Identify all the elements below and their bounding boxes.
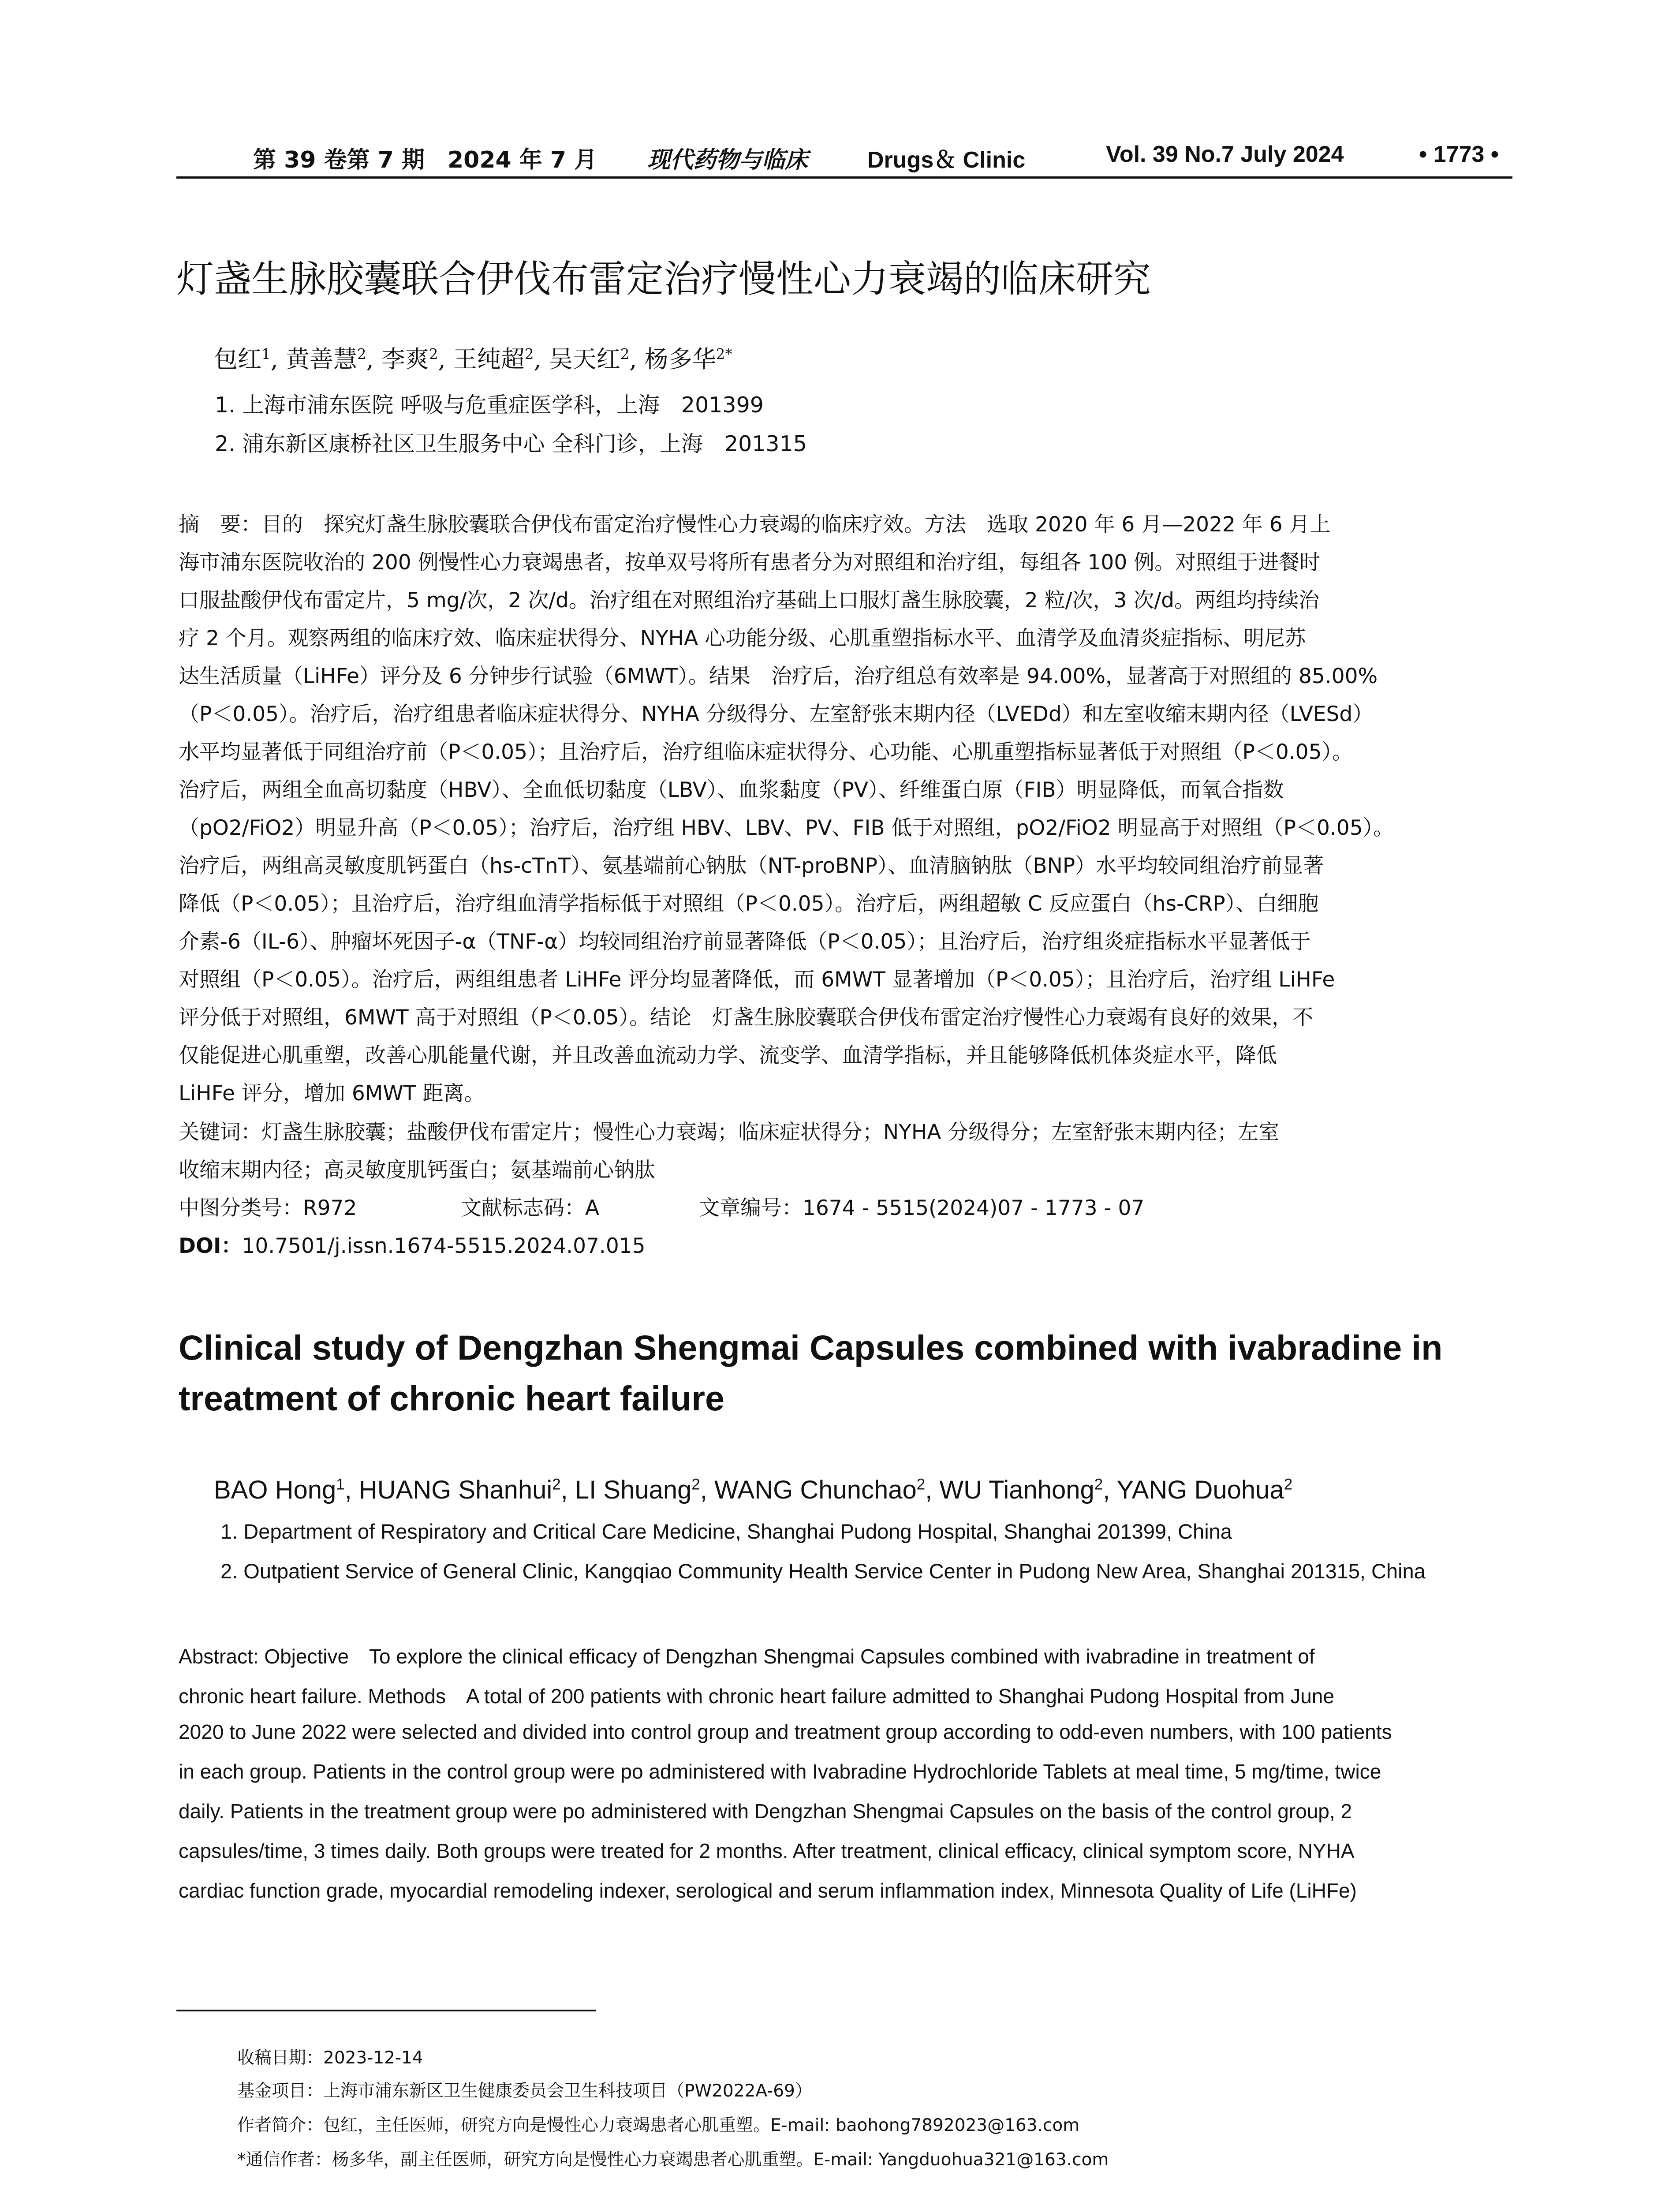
keywords-cn-line: 关键词：灯盏生脉胶囊；盐酸伊伐布雷定片；慢性心力衰竭；临床症状得分；NYHA 分级得分；左室舒张末期内径；左室 — [179, 1120, 1280, 1144]
author-en: WU Tianhong — [939, 1476, 1094, 1504]
abstract-cn-line: 疗 2 个月。观察两组的临床疗效、临床症状得分、NYHA 心功能分级、心肌重塑指标水平、血清学及血清炎症指标、明尼苏 — [179, 626, 1306, 650]
authors-cn: 包红$^1$, 黄善慧$^2$, 李爽$^2$, 王纯超$^2$, 吴天红$^2$, 杨多华$^{2*}$ — [214, 345, 732, 373]
author-affiliation-mark: 1 — [261, 346, 271, 363]
affiliation-cn-2: 2. 浦东新区康桥社区卫生服务中心 全科门诊，上海 201315 — [215, 431, 807, 456]
author-affiliation-mark: 2* — [716, 346, 732, 363]
abstract-cn-line: LiHFe 评分，增加 6MWT 距离。 — [179, 1081, 485, 1106]
footnote-corresponding-author: *通信作者：杨多华，副主任医师，研究方向是慢性心力衰竭患者心肌重塑。E-mail: Yangduohua321@163.com — [237, 2150, 1109, 2170]
article-number: 文章编号：1674 - 5515(2024)07 - 1773 - 07 — [699, 1196, 1145, 1220]
author-affiliation-mark: 2 — [357, 346, 366, 363]
doi-link[interactable]: 10.7501/j.issn.1674-5515.2024.07.015 — [242, 1234, 646, 1258]
affiliation-en-1: 1. Department of Respiratory and Critical Care Medicine, Shanghai Pudong Hospital, Shanghai 201399, China — [220, 1520, 1232, 1543]
abstract-cn-line: 降低（P＜0.05）；且治疗后，治疗组血清学指标低于对照组（P＜0.05）。治疗后，两组超敏 C 反应蛋白（hs-CRP）、白细胞 — [179, 892, 1319, 916]
author-affiliation-mark: 2 — [691, 1476, 700, 1493]
header-page-number: • 1773 • — [1419, 142, 1499, 167]
author-en: WANG Chunchao — [714, 1476, 917, 1504]
footnote-author-bio: 作者简介：包红，主任医师，研究方向是慢性心力衰竭患者心肌重塑。E-mail: baohong7892023@163.com — [237, 2115, 1080, 2135]
author-affiliation-mark: 2 — [620, 346, 630, 363]
clc-number: 中图分类号：R972 — [179, 1196, 357, 1220]
affiliation-cn-1: 1. 上海市浦东医院 呼吸与危重症医学科，上海 201399 — [215, 392, 764, 418]
abstract-cn-line: （pO2/FiO2）明显升高（P＜0.05）；治疗后，治疗组 HBV、LBV、PV、FIB 低于对照组，pO2/FiO2 明显高于对照组（P＜0.05）。 — [179, 816, 1394, 840]
author-affiliation-mark: 2 — [916, 1476, 926, 1493]
authors-en: BAO Hong$^1$, HUANG Shanhui$^2$, LI Shuang$^2$, WANG Chunchao$^2$, WU Tianhong$^2$, YANG Duohua$^2$ — [214, 1476, 1293, 1504]
abstract-cn-line: 摘 要：目的 探究灯盏生脉胶囊联合伊伐布雷定治疗慢性心力衰竭的临床疗效。方法 选取 2020 年 6 月—2022 年 6 月上 — [179, 512, 1331, 537]
abstract-cn-line: 海市浦东医院收治的 200 例慢性心力衰竭患者，按单双号将所有患者分为对照组和治疗组，每组各 100 例。对照组于进餐时 — [179, 550, 1321, 575]
author-cn: 杨多华 — [644, 345, 716, 373]
header-issue-en: Vol. 39 No.7 July 2024 — [1106, 142, 1344, 167]
author-en: HUANG Shanhui — [358, 1476, 553, 1504]
author-affiliation-mark: 2 — [1284, 1476, 1293, 1493]
title-en-line: Clinical study of Dengzhan Shengmai Capsules combined with ivabradine in — [179, 1328, 1443, 1367]
header-rule — [176, 176, 1512, 179]
footnote-funding: 基金项目：上海市浦东新区卫生健康委员会卫生科技项目（PW2022A-69） — [237, 2081, 812, 2101]
author-cn: 李爽 — [381, 345, 429, 373]
author-cn: 王纯超 — [453, 345, 525, 373]
title-cn: 灯盏生脉胶囊联合伊伐布雷定治疗慢性心力衰竭的临床研究 — [176, 258, 1151, 301]
author-affiliation-mark: 2 — [1094, 1476, 1103, 1493]
abstract-en-line: daily. Patients in the treatment group were po administered with Dengzhan Shengmai Capsules on the basis of the control group, 2 — [179, 1800, 1352, 1823]
abstract-en-line: 2020 to June 2022 were selected and divided into control group and treatment group according to odd-even numbers, with 100 patients — [179, 1720, 1392, 1743]
footnote-rule — [176, 2010, 596, 2011]
header-journal-en: Drugs＆ Clinic — [867, 147, 1026, 173]
author-cn: 包红 — [214, 345, 261, 373]
header-issue-cn: 第 39 卷第 7 期 2024 年 7 月 — [253, 147, 597, 173]
abstract-cn-line: （P＜0.05）。治疗后，治疗组患者临床症状得分、NYHA 分级得分、左室舒张末期内径（LVEDd）和左室收缩末期内径（LVESd） — [179, 702, 1374, 726]
header-journal-cn: 现代药物与临床 — [647, 146, 808, 173]
abstract-cn-line: 口服盐酸伊伐布雷定片，5 mg/次，2 次/d。治疗组在对照组治疗基础上口服灯盏生脉胶囊，2 粒/次，3 次/d。两组均持续治 — [179, 588, 1319, 613]
author-cn: 黄善慧 — [285, 345, 357, 373]
author-en: LI Shuang — [575, 1476, 692, 1504]
abstract-en-line: cardiac function grade, myocardial remodeling indexer, serological and serum inflammation index, Minnesota Quality of Life (LiHFe) — [179, 1879, 1357, 1902]
author-affiliation-mark: 2 — [552, 1476, 561, 1493]
doi — [179, 1230, 646, 1259]
abstract-en-line: capsules/time, 3 times daily. Both groups were treated for 2 months. After treatment, clinical efficacy, clinical symptom score, NYHA — [179, 1839, 1355, 1862]
affiliation-en-2: 2. Outpatient Service of General Clinic, Kangqiao Community Health Service Center in Pudong New Area, Shanghai 201315, China — [220, 1559, 1426, 1583]
author-en: YANG Duohua — [1116, 1476, 1284, 1504]
keywords-cn-line: 收缩末期内径；高灵敏度肌钙蛋白；氨基端前心钠肽 — [179, 1158, 655, 1182]
author-affiliation-mark: 2 — [524, 346, 534, 363]
doi-label: DOI： — [179, 1234, 242, 1258]
abstract-cn-line: 治疗后，两组高灵敏度肌钙蛋白（hs-cTnT）、氨基端前心钠肽（NT-proBNP）、血清脑钠肽（BNP）水平均较同组治疗前显著 — [179, 854, 1324, 878]
author-affiliation-mark: 1 — [336, 1476, 345, 1493]
abstract-en-line: chronic heart failure. Methods A total of 200 patients with chronic heart failure admitted to Shanghai Pudong Hospital from June — [179, 1685, 1334, 1708]
author-affiliation-mark: 2 — [429, 346, 438, 363]
author-en: BAO Hong — [214, 1476, 336, 1504]
abstract-cn-line: 治疗后，两组全血高切黏度（HBV）、全血低切黏度（LBV）、血浆黏度（PV）、纤维蛋白原（FIB）明显降低，而氧合指数 — [179, 778, 1284, 802]
abstract-cn-line: 仅能促进心肌重塑，改善心肌能量代谢，并且改善血流动力学、流变学、血清学指标，并且能够降低机体炎症水平，降低 — [179, 1043, 1277, 1068]
abstract-cn-line: 水平均显著低于同组治疗前（P＜0.05）；且治疗后，治疗组临床症状得分、心功能、心肌重塑指标显著低于对照组（P＜0.05）。 — [179, 740, 1353, 764]
abstract-cn-line: 达生活质量（LiHFe）评分及 6 分钟步行试验（6MWT）。结果 治疗后，治疗组总有效率是 94.00%，显著高于对照组的 85.00% — [179, 664, 1378, 688]
author-cn: 吴天红 — [549, 345, 620, 373]
document-code: 文献标志码：A — [461, 1196, 600, 1220]
abstract-cn-line: 介素-6（IL-6）、肿瘤坏死因子-α（TNF-α）均较同组治疗前显著降低（P＜0.05）；且治疗后，治疗组炎症指标水平显著低于 — [179, 930, 1311, 954]
title-en-line: treatment of chronic heart failure — [179, 1379, 724, 1418]
footnote-received-date: 收稿日期：2023-12-14 — [237, 2048, 423, 2068]
abstract-en-line: in each group. Patients in the control group were po administered with Ivabradine Hydrochloride Tablets at meal time, 5 mg/time, twice — [179, 1760, 1381, 1783]
abstract-en-line: Abstract: Objective To explore the clinical efficacy of Dengzhan Shengmai Capsules combined with ivabradine in treatment of — [179, 1645, 1315, 1668]
abstract-cn-line: 对照组（P＜0.05）。治疗后，两组组患者 LiHFe 评分均显著降低，而 6MWT 显著增加（P＜0.05）；且治疗后，治疗组 LiHFe — [179, 968, 1335, 992]
abstract-cn-line: 评分低于对照组，6MWT 高于对照组（P＜0.05）。结论 灯盏生脉胶囊联合伊伐布雷定治疗慢性心力衰竭有良好的效果，不 — [179, 1005, 1314, 1030]
